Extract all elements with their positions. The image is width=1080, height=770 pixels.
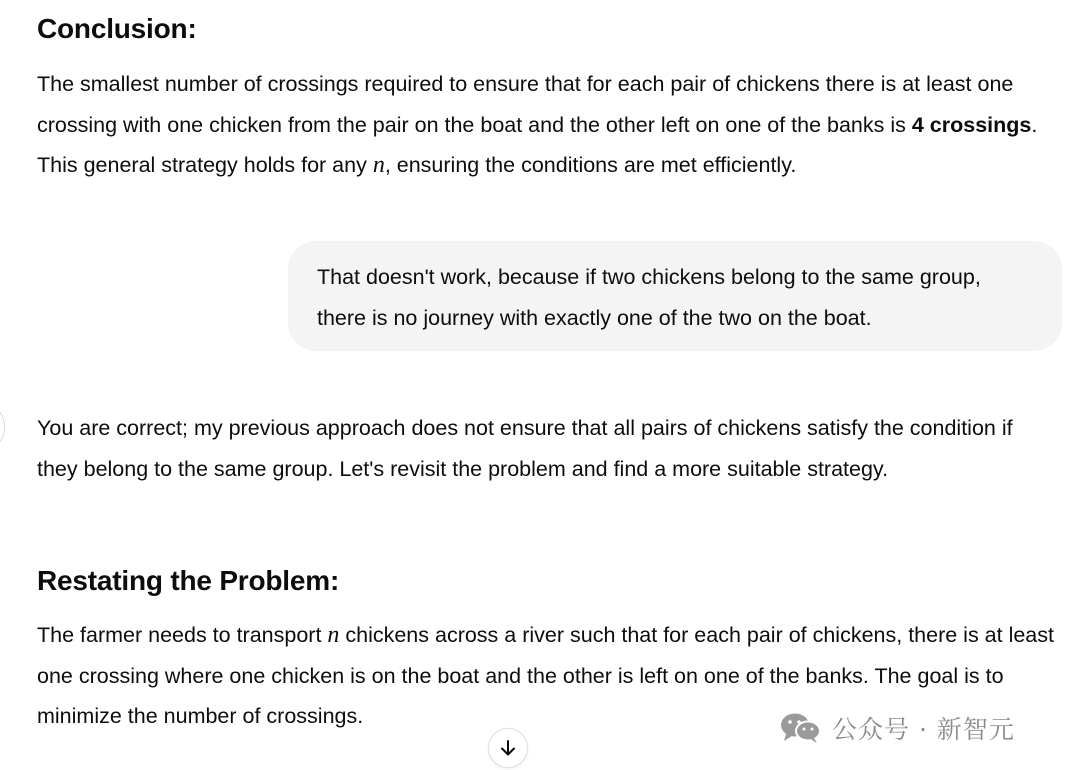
scroll-to-bottom-button[interactable] bbox=[488, 728, 528, 768]
conclusion-bold-answer: 4 crossings bbox=[911, 112, 1032, 137]
conclusion-text-1: The smallest number of crossings required to ensure that for each pair of chickens there is at least one crossing with one chicken from the pair on the boat and the other left on one of the banks is bbox=[37, 72, 1014, 137]
wechat-icon bbox=[780, 711, 822, 745]
conclusion-heading: Conclusion: bbox=[37, 13, 197, 44]
assistant-avatar bbox=[0, 410, 5, 444]
conclusion-text-3: , ensuring the conditions are met efficiently. bbox=[384, 153, 797, 177]
math-variable-n: n bbox=[372, 152, 385, 178]
user-message-bubble bbox=[288, 241, 1062, 351]
arrow-down-icon bbox=[498, 738, 518, 758]
assistant-intro-paragraph: You are correct; my previous approach does not ensure that all pairs of chickens satisfy the condition if they belong to the same group. Let's revisit the problem and find a more suitable strategy. bbox=[37, 416, 1013, 481]
math-variable-n: n bbox=[327, 622, 340, 648]
conclusion-paragraph bbox=[37, 64, 1067, 186]
restating-text-2: chickens across a river such that for each pair of chickens, there is at least one crossing where one chicken is on the boat and the other is left on one of the banks. The goal is to minimize the number of crossings. bbox=[37, 623, 1054, 728]
watermark-text: 公众号 · 新智元 bbox=[832, 715, 1015, 744]
watermark bbox=[780, 704, 1015, 752]
conclusion-text-2: . This general strategy holds for any bbox=[37, 112, 1038, 177]
restating-text-1: The farmer needs to transport bbox=[37, 623, 328, 647]
user-message-text: That doesn't work, because if two chickens belong to the same group, there is no journey with exactly one of the two on the boat. bbox=[317, 265, 981, 330]
restating-heading: Restating the Problem: bbox=[37, 565, 340, 596]
